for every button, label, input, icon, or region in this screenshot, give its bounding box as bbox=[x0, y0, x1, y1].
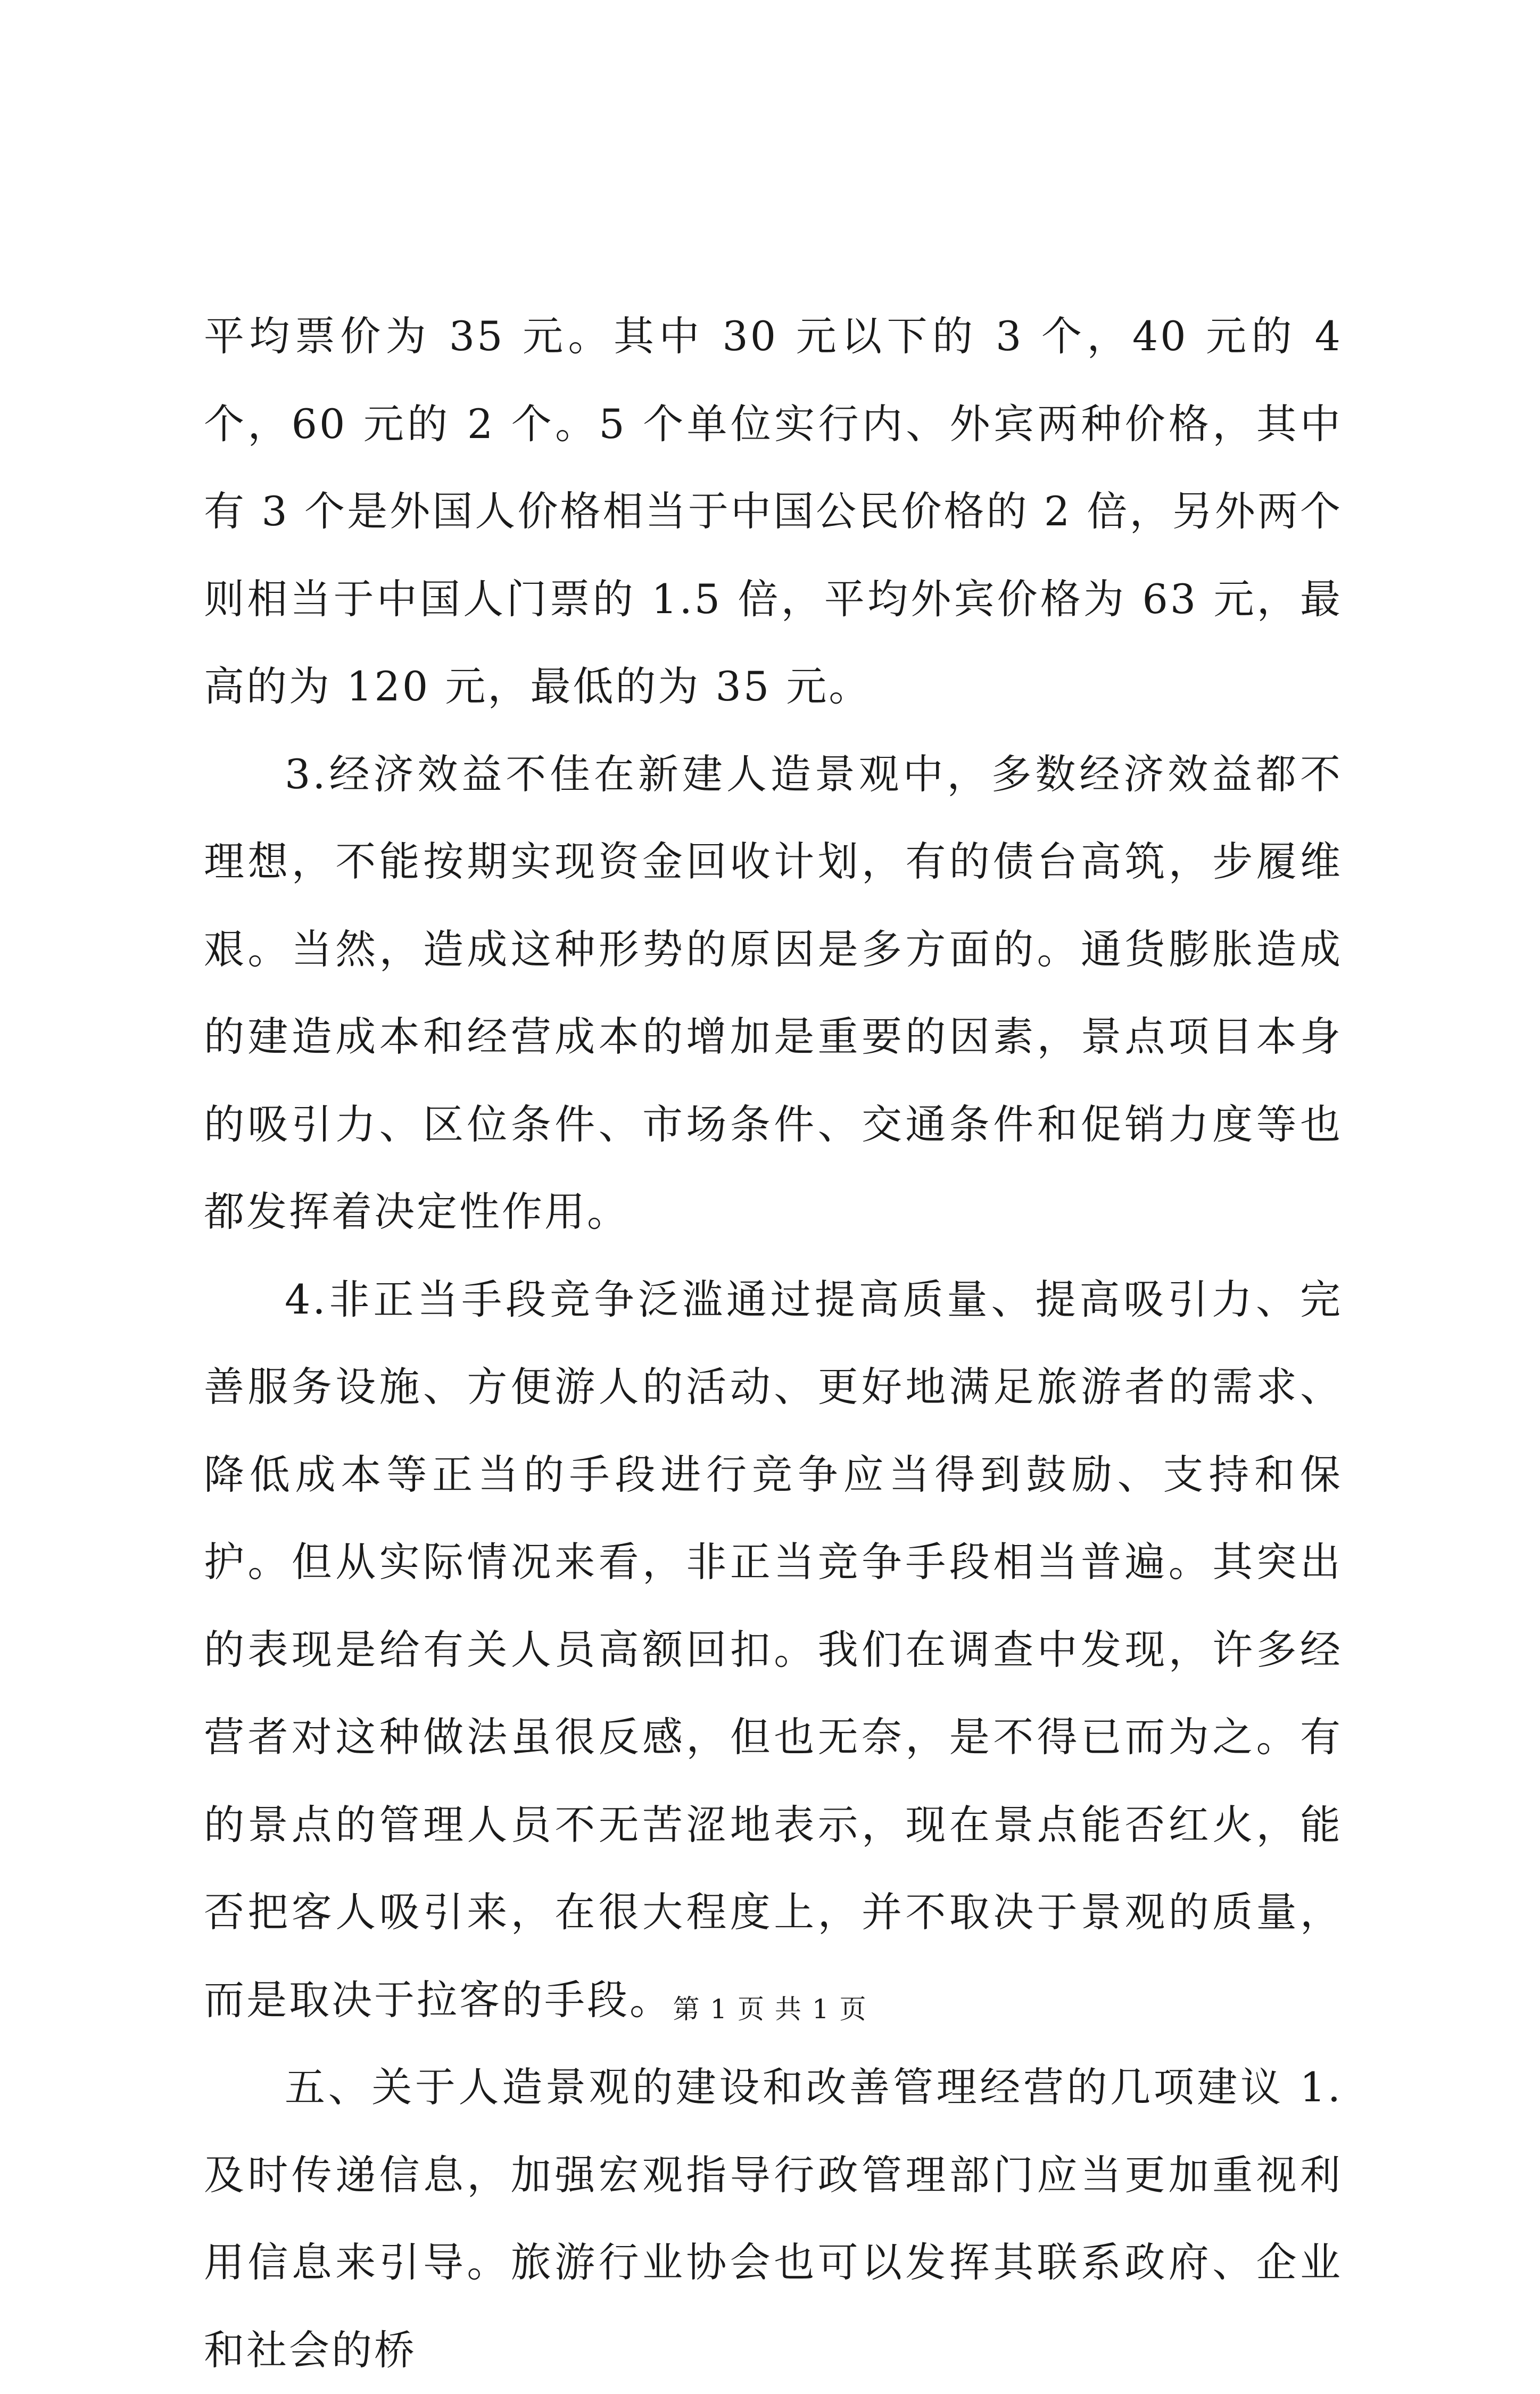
document-body bbox=[204, 293, 1343, 2394]
paragraph-economic-benefits: 3.经济效益不佳在新建人造景观中，多数经济效益都不理想，不能按期实现资金回收计划，有的债台高筑，步履维艰。当然，造成这种形势的原因是多方面的。通货膨胀造成的建造成本和经营成本的增加是重要的因素，景点项目本身的吸引力、区位条件、市场条件、交通条件和促销力度等也都发挥着决定性作用。 bbox=[204, 750, 1343, 1235]
paragraph-ticket-prices: 平均票价为 35 元。其中 30 元以下的 3 个，40 元的 4 个，60 元的 2 个。5 个单位实行内、外宾两种价格，其中有 3 个是外国人价格相当于中国公民价格的 2 倍，另外两个则相当于中国人门票的 1.5 倍，平均外宾价格为 63 元，最高的为 120 元，最低的为 35 元。 bbox=[204, 312, 1343, 710]
paragraph-improper-competition: 4.非正当手段竞争泛滥通过提高质量、提高吸引力、完善服务设施、方便游人的活动、更好地满足旅游者的需求、降低成本等正当的手段进行竞争应当得到鼓励、支持和保护。但从实际情况来看，非正当竞争手段相当普遍。其突出的表现是给有关人员高额回扣。我们在调查中发现，许多经营者对这种做法虽很反感，但也无奈，是不得已而为之。有的景点的管理人员不无苦涩地表示，现在景点能否红火，能否把客人吸引来，在很大程度上，并不取决于景观的质量，而是取决于拉客的手段。 bbox=[204, 1275, 1343, 2024]
paragraph-recommendations: 五、关于人造景观的建设和改善管理经营的几项建议 1.及时传递信息，加强宏观指导行政管理部门应当更加重视利用信息来引导。旅游行业协会也可以发挥其联系政府、企业和社会的桥 bbox=[204, 2063, 1343, 2374]
page-footer: 第 1 页 共 1 页 bbox=[673, 1994, 867, 2025]
